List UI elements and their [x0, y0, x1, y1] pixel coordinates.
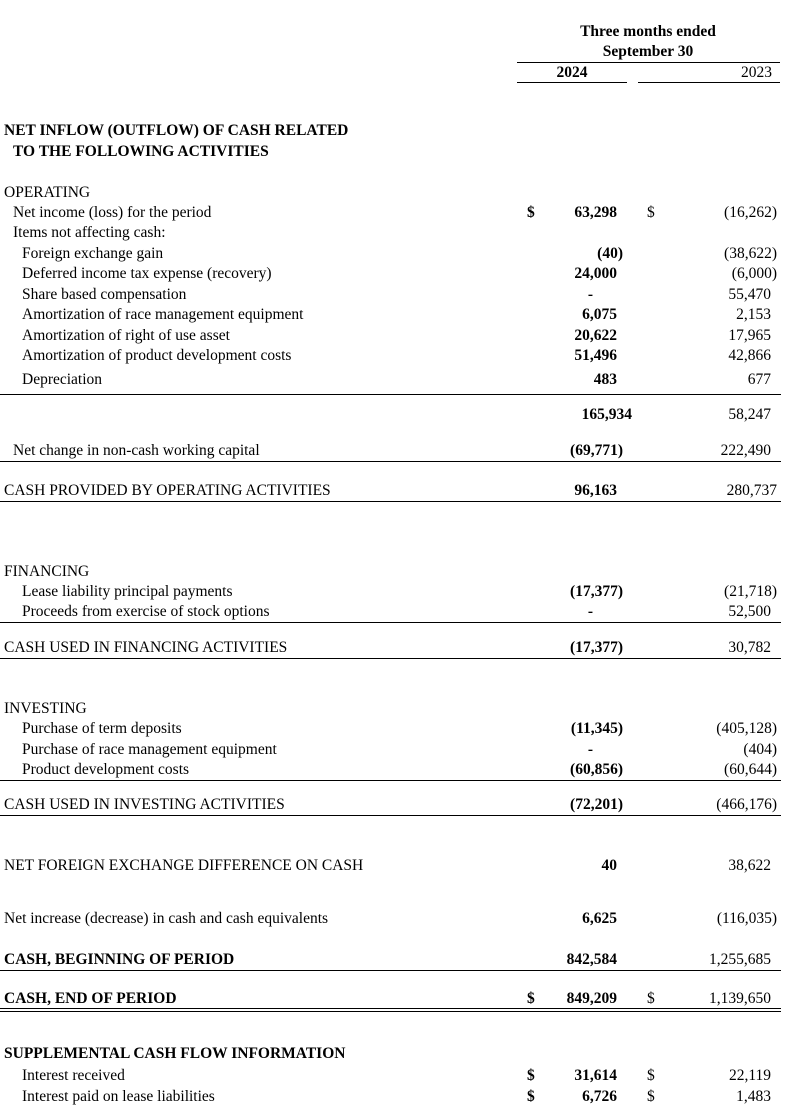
financing-item-label: Proceeds from exercise of stock options — [22, 603, 270, 620]
investing-item-value-2024: (60,856) — [570, 761, 623, 778]
supplemental-value-2023: 1,483 — [736, 1088, 771, 1105]
fx-difference-label: NET FOREIGN EXCHANGE DIFFERENCE ON CASH — [4, 857, 364, 874]
cash-end-value-2024: 849,209 — [566, 990, 617, 1007]
supplemental-currency-2023: $ — [647, 1067, 655, 1084]
net-income-currency-2023: $ — [647, 204, 655, 221]
working-capital-value-2023: 222,490 — [720, 442, 771, 459]
net-income-value-2023: (16,262) — [724, 204, 777, 221]
column-header-2023: 2023 — [741, 64, 772, 81]
financing-total-value-2023: 30,782 — [728, 639, 771, 656]
investing-item-label: Purchase of race management equipment — [22, 741, 277, 758]
financing-item-value-2023: 52,500 — [728, 603, 771, 620]
operating-item-value-2024: - — [587, 286, 593, 303]
supplemental-heading: SUPPLEMENTAL CASH FLOW INFORMATION — [4, 1045, 346, 1062]
cash-beginning-rule — [0, 970, 781, 971]
financing-heading: FINANCING — [4, 563, 90, 580]
operating-item-label: Amortization of right of use asset — [22, 327, 230, 344]
supplemental-value-2024: 6,726 — [582, 1088, 617, 1105]
net-income-label: Net income (loss) for the period — [13, 204, 212, 221]
financing-item-value-2024: (17,377) — [570, 583, 623, 600]
cash-end-currency-2023: $ — [647, 990, 655, 1007]
operating-item-value-2023: (38,622) — [724, 245, 777, 262]
net-increase-value-2023: (116,035) — [716, 910, 777, 927]
financing-item-value-2024: - — [587, 603, 593, 620]
period-header-line2: September 30 — [602, 43, 694, 60]
operating-item-value-2024: 20,622 — [574, 327, 617, 344]
column-header-2024: 2024 — [556, 64, 588, 81]
investing-total-rule — [0, 780, 781, 781]
net-income-currency-2024: $ — [527, 204, 535, 221]
cash-beginning-value-2023: 1,255,685 — [709, 951, 771, 968]
cash-beginning-label: CASH, BEGINNING OF PERIOD — [4, 951, 235, 968]
supplemental-value-2024: 31,614 — [574, 1067, 617, 1084]
operating-item-value-2024: 51,496 — [574, 347, 617, 364]
fx-difference-value-2023: 38,622 — [728, 857, 771, 874]
operating-item-label: Amortization of race management equipment — [22, 306, 304, 323]
investing-item-value-2023: (404) — [743, 741, 777, 758]
cash-end-currency-2024: $ — [527, 990, 535, 1007]
operating-item-value-2023: 17,965 — [728, 327, 771, 344]
net-increase-value-2024: 6,625 — [582, 910, 617, 927]
operating-item-value-2024: 24,000 — [574, 265, 617, 282]
items-not-affecting-cash-label: Items not affecting cash: — [13, 224, 166, 241]
operating-end-rule — [0, 501, 781, 502]
operating-item-value-2024: 483 — [593, 371, 617, 388]
fx-difference-value-2024: 40 — [601, 857, 617, 874]
financing-total-rule — [0, 622, 781, 623]
statement-title-line2: TO THE FOLLOWING ACTIVITIES — [13, 143, 269, 160]
investing-total-value-2024: (72,201) — [570, 796, 623, 813]
investing-end-rule — [0, 815, 781, 816]
operating-item-value-2024: (40) — [597, 245, 623, 262]
supplemental-item-label: Interest received — [22, 1067, 125, 1084]
investing-item-label: Product development costs — [22, 761, 190, 778]
operating-item-value-2023: 2,153 — [736, 306, 771, 323]
financing-item-value-2023: (21,718) — [724, 583, 777, 600]
operating-items-rule — [0, 394, 781, 395]
financing-item-label: Lease liability principal payments — [22, 583, 233, 600]
investing-item-value-2023: (60,644) — [724, 761, 777, 778]
investing-total-value-2023: (466,176) — [716, 796, 777, 813]
operating-item-label: Share based compensation — [22, 286, 187, 303]
investing-item-label: Purchase of term deposits — [22, 720, 182, 737]
col-2023-rule — [638, 82, 780, 83]
investing-item-value-2023: (405,128) — [716, 720, 777, 737]
working-capital-value-2024: (69,771) — [570, 442, 623, 459]
investing-heading: INVESTING — [4, 700, 87, 717]
operating-total-value-2024: 96,163 — [574, 482, 617, 499]
cash-end-value-2023: 1,139,650 — [709, 990, 771, 1007]
supplemental-item-label: Interest paid on lease liabilities — [22, 1088, 215, 1105]
cash-end-double-rule — [0, 1008, 781, 1012]
operating-subtotal-2024: 165,934 — [581, 406, 632, 423]
operating-total-label: CASH PROVIDED BY OPERATING ACTIVITIES — [4, 482, 331, 499]
operating-heading: OPERATING — [4, 184, 91, 201]
working-capital-label: Net change in non-cash working capital — [13, 442, 260, 459]
operating-item-value-2023: (6,000) — [731, 265, 777, 282]
col-2024-rule — [517, 82, 627, 83]
financing-end-rule — [0, 658, 781, 659]
supplemental-currency-2024: $ — [527, 1067, 535, 1084]
supplemental-currency-2023: $ — [647, 1088, 655, 1105]
financing-total-label: CASH USED IN FINANCING ACTIVITIES — [4, 639, 288, 656]
operating-item-label: Amortization of product development costs — [22, 347, 292, 364]
cash-end-label: CASH, END OF PERIOD — [4, 990, 177, 1007]
investing-item-value-2024: - — [587, 741, 593, 758]
operating-item-label: Foreign exchange gain — [22, 245, 164, 262]
cash-beginning-value-2024: 842,584 — [566, 951, 617, 968]
investing-total-label: CASH USED IN INVESTING ACTIVITIES — [4, 796, 285, 813]
operating-item-value-2023: 677 — [747, 371, 771, 388]
supplemental-currency-2024: $ — [527, 1088, 535, 1105]
net-income-value-2024: 63,298 — [574, 204, 617, 221]
period-header-line1: Three months ended — [580, 23, 716, 40]
operating-item-value-2023: 55,470 — [728, 286, 771, 303]
operating-item-label: Deferred income tax expense (recovery) — [22, 265, 272, 282]
operating-total-rule — [0, 461, 781, 462]
investing-item-value-2024: (11,345) — [570, 720, 623, 737]
net-increase-label: Net increase (decrease) in cash and cash equivalents — [4, 910, 329, 927]
operating-total-value-2023: 280,737 — [726, 482, 777, 499]
financing-total-value-2024: (17,377) — [570, 639, 623, 656]
operating-item-label: Depreciation — [22, 371, 103, 388]
operating-subtotal-2023: 58,247 — [728, 406, 771, 423]
operating-item-value-2024: 6,075 — [582, 306, 617, 323]
supplemental-value-2023: 22,119 — [728, 1067, 771, 1084]
operating-item-value-2023: 42,866 — [728, 347, 771, 364]
statement-title-line1: NET INFLOW (OUTFLOW) OF CASH RELATED — [4, 122, 349, 139]
